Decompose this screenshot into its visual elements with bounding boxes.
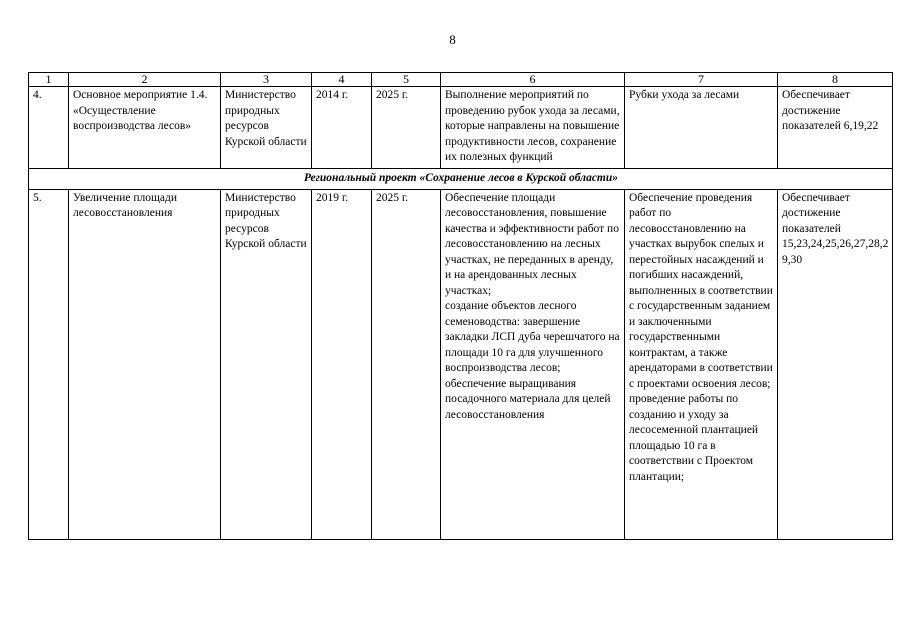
header-cell: 1 — [29, 73, 69, 87]
table-row — [29, 87, 893, 169]
table-row — [29, 189, 893, 539]
executor: Министерство природных ресурсов Курской области — [221, 87, 312, 169]
consequence: Обеспечение проведения работ по лесовосстановлению на участках вырубок спелых и перестойных насаждений и погибших насаждений, выполненных в соответствии с государственным заданием и заключенными государственными контрактам, а также арендаторами в соответствии с проектами освоения лесов; проведение работы по созданию и уходу за лесосеменной плантацией площадью 10 га в соответствии с Проектом плантации; — [625, 189, 778, 539]
expected-result: Обеспечение площади лесовосстановления, повышение качества и эффективности работ по лесовосстановлению на лесных участках, не переданных в аренду, и на арендованных лесных участках; создание объектов лесного семеноводства: завершение закладки ЛСП дуба черешчатого на площади 10 га для улучшенного воспроизводства лесов; обеспечение выращивания посадочного материала для целей лесовосстановления — [441, 189, 625, 539]
measure-name: Основное мероприятие 1.4. «Осуществление воспроизводства лесов» — [69, 87, 221, 169]
end-year: 2025 г. — [372, 189, 441, 539]
header-cell: 6 — [441, 73, 625, 87]
consequence: Рубки ухода за лесами — [625, 87, 778, 169]
header-cell: 7 — [625, 73, 778, 87]
page-number: 8 — [449, 32, 456, 47]
header-cell: 2 — [69, 73, 221, 87]
indicators: Обеспечивает достижение показателей 15,23,24,25,26,27,28,29,30 — [778, 189, 893, 539]
section-title: Региональный проект «Сохранение лесов в Курской области» — [29, 168, 893, 189]
row-number: 5. — [29, 189, 69, 539]
start-year: 2014 г. — [312, 87, 372, 169]
header-cell: 5 — [372, 73, 441, 87]
expected-result: Выполнение мероприятий по проведению рубок ухода за лесами, которые направлены на повышение продуктивности лесов, сохранение их полезных функций — [441, 87, 625, 169]
row-number: 4. — [29, 87, 69, 169]
executor: Министерство природных ресурсов Курской области — [221, 189, 312, 539]
header-cell: 3 — [221, 73, 312, 87]
indicators: Обеспечивает достижение показателей 6,19,22 — [778, 87, 893, 169]
header-row — [29, 73, 893, 87]
start-year: 2019 г. — [312, 189, 372, 539]
header-cell: 4 — [312, 73, 372, 87]
header-cell: 8 — [778, 73, 893, 87]
section-row — [29, 168, 893, 189]
end-year: 2025 г. — [372, 87, 441, 169]
measure-name: Увеличение площади лесовосстановления — [69, 189, 221, 539]
program-table — [28, 72, 893, 540]
